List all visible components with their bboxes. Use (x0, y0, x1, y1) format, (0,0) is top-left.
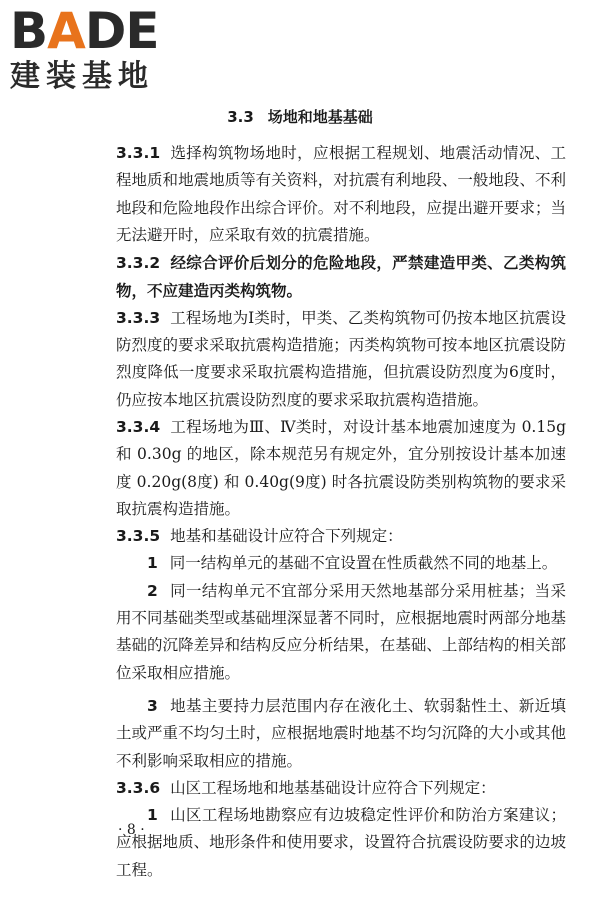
logo-subtitle: 建装基地 (10, 59, 154, 94)
logo-wordmark: BADE (10, 2, 159, 60)
clause-3-3-6-item-1: 1 山区工程场地勘察应有边坡稳定性评价和防治方案建议；应根据地质、地形条件和使用要求，设置符合抗震设防要求的边坡工程。 (116, 806, 566, 879)
section-number: 3.3 (227, 108, 254, 126)
section-heading (0, 106, 600, 127)
clause-3-3-5-item-3: 3 地基主要持力层范围内存在液化土、软弱黏性土、新近填土或严重不均匀土时，应根据地震时地基不均匀沉降的大小或其他不利影响采取相应的措施。 (116, 696, 566, 770)
clause-3-3-5: 3.3.5 地基和基础设计应符合下列规定： (116, 527, 403, 546)
document-body (116, 140, 566, 884)
logo (10, 4, 180, 94)
clause-3-3-5-item-1: 1 同一结构单元的基础不宜设置在性质截然不同的地基上。 (147, 554, 558, 573)
clause-3-3-6: 3.3.6 山区工程场地和地基基础设计应符合下列规定： (116, 778, 496, 797)
clause-3-3-1: 3.3.1 选择构筑物场地时，应根据工程规划、地震活动情况、工程地质和地震地质等有关资料，对抗震有利地段、一般地段、不利地段和危险地段作出综合评价。对不利地段，应提出避开要求；当无法避开时，应采取有效的抗震措施。 (116, 144, 566, 244)
clause-3-3-2: 3.3.2 经综合评价后划分的危险地段，严禁建造甲类、乙类构筑物，不应建造丙类构筑物。 (116, 253, 566, 301)
clause-3-3-3: 3.3.3 工程场地为Ⅰ类时，甲类、乙类构筑物可仍按本地区抗震设防烈度的要求采取抗震构造措施；丙类构筑物可按本地区抗震设防烈度降低一度要求采取抗震构造措施，但抗震设防烈度为6度时，仍应按本地区抗震设防烈度的要求采取抗震构造措施。 (116, 308, 566, 409)
clause-3-3-5-item-2: 2 同一结构单元不宜部分采用天然地基部分采用桩基；当采用不同基础类型或基础埋深显著不同时，应根据地震时两部分地基基础的沉降差异和结构反应分析结果，在基础、上部结构的相关部位采取相应措施。 (116, 581, 566, 682)
section-title: 场地和地基基础 (267, 108, 373, 126)
clause-3-3-4: 3.3.4 工程场地为Ⅲ、Ⅳ类时，对设计基本地震加速度为 0.15g 和 0.30g 的地区，除本规范另有规定外，宜分别按设计基本加速度 0.20g(8度) 和 0.40g(9度) 时各抗震设防类别构筑物的要求采取抗震构造措施。 (116, 417, 566, 518)
page-number: · 8 · (118, 822, 145, 838)
